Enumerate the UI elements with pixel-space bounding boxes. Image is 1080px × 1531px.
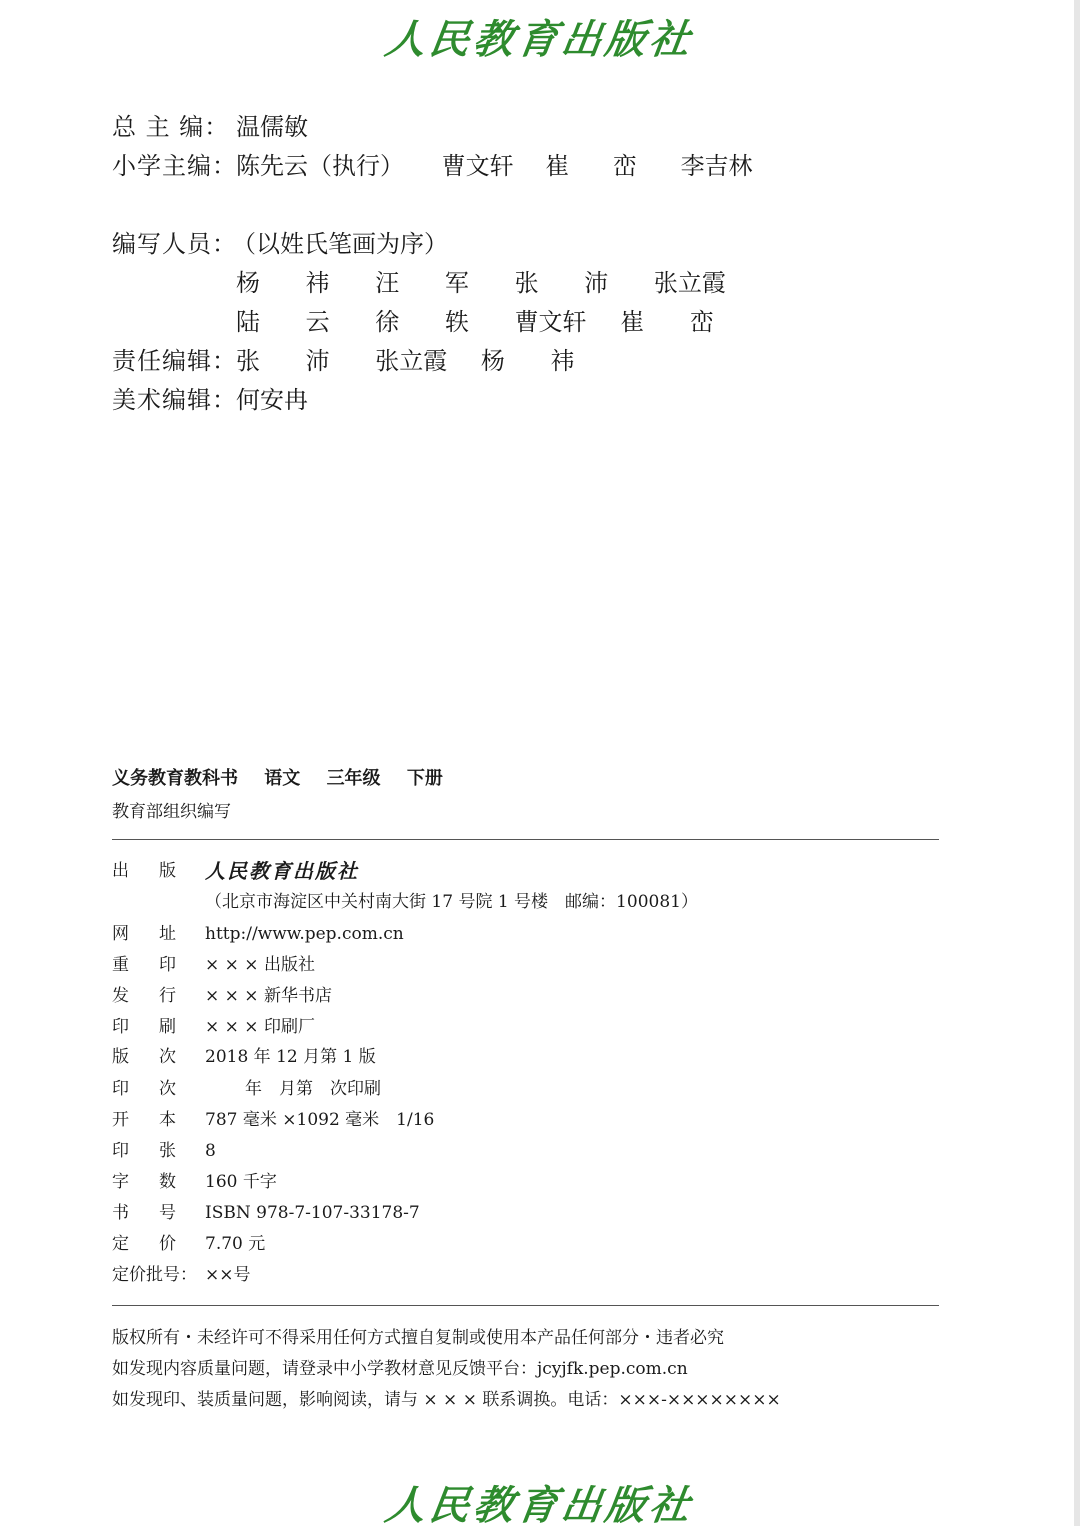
- edition-value: 2018 年 12 月第 1 版: [205, 1047, 376, 1067]
- art-editor-name: 何安冉: [236, 386, 308, 414]
- divider: [112, 839, 939, 840]
- responsible-editor-name: 张: [236, 347, 272, 375]
- content-feedback-notice: 如发现内容质量问题，请登录中小学教材意见反馈平台：jcyjfk.pep.com.cn: [112, 1359, 688, 1379]
- primary-editor-name: 陈先云（执行）: [236, 152, 404, 180]
- writer-name: 徐: [375, 308, 412, 336]
- writer-name: 汪: [375, 269, 412, 297]
- writer-name: 张立霞: [653, 269, 726, 297]
- writers-names-2: [236, 305, 752, 339]
- responsible-editor-names: [236, 344, 613, 378]
- writer-name: 祎: [305, 269, 342, 297]
- writer-name: 曹文轩: [514, 308, 587, 336]
- printing-value: × × × 印刷厂: [205, 1017, 315, 1037]
- pub-label: 印张: [112, 1141, 206, 1161]
- impression-value: 年 月第 次印刷: [245, 1079, 381, 1099]
- print-feedback-notice: 如发现印、装质量问题，影响阅读，请与 × × × 联系调换。电话：×××-××××××××: [112, 1390, 781, 1410]
- page-edge: [1074, 0, 1080, 1526]
- writer-name: 崔: [620, 308, 657, 336]
- responsible-editor-name: 沛: [305, 347, 342, 375]
- price-value: 7.70 元: [205, 1234, 266, 1254]
- primary-editor-names: [236, 149, 779, 183]
- writer-name: 峦: [689, 308, 726, 336]
- pub-label: 出版: [112, 861, 206, 881]
- writer-name: 杨: [236, 269, 272, 297]
- responsible-editor-name: 张立霞: [375, 347, 448, 375]
- pub-label: 网址: [112, 924, 206, 944]
- reprint-value: × × × 出版社: [205, 955, 315, 975]
- primary-editor-label: 小学主编：: [112, 152, 237, 180]
- responsible-editor-name: 祎: [550, 347, 587, 375]
- publisher-logo-bottom: 人民教育出版社: [382, 1482, 697, 1529]
- pub-label: 版次: [112, 1047, 206, 1067]
- copyright-notice: 版权所有・未经许可不得采用任何方式擅自复制或使用本产品任何部分・违者必究: [112, 1328, 724, 1348]
- writer-name: 沛: [584, 269, 621, 297]
- responsible-editor-label: 责任编辑：: [112, 347, 237, 375]
- pub-label: 重印: [112, 955, 206, 975]
- writer-name: 陆: [236, 308, 272, 336]
- primary-editor-name: 李吉林: [680, 152, 753, 180]
- writer-name: 云: [305, 308, 342, 336]
- book-subject: 语文: [264, 768, 301, 789]
- pub-label: 印次: [112, 1079, 206, 1099]
- word-count-value: 160 千字: [205, 1172, 277, 1192]
- publisher-logo-top: 人民教育出版社: [382, 16, 697, 63]
- chief-editor-name: 温儒敏: [236, 113, 308, 141]
- isbn-value: ISBN 978-7-107-33178-7: [205, 1203, 420, 1223]
- divider: [112, 1305, 939, 1306]
- writers-names-1: [236, 266, 752, 300]
- writer-name: 张: [514, 269, 551, 297]
- book-volume: 下册: [406, 768, 443, 789]
- pub-label: 开本: [112, 1110, 206, 1130]
- book-title: [112, 764, 463, 790]
- primary-editor-name: 峦: [612, 152, 649, 180]
- book-compiled-by: 教育部组织编写: [112, 802, 231, 822]
- website-url: http://www.pep.com.cn: [205, 924, 404, 944]
- book-grade: 三年级: [326, 768, 381, 789]
- pub-label: 发行: [112, 986, 206, 1006]
- pub-label: 定价: [112, 1234, 206, 1254]
- writer-name: 轶: [444, 308, 481, 336]
- writer-name: 军: [444, 269, 481, 297]
- writers-note: （以姓氏笔画为序）: [232, 230, 448, 258]
- publisher-address: （北京市海淀区中关村南大街 17 号院 1 号楼 邮编：100081）: [205, 892, 698, 912]
- art-editor-label: 美术编辑：: [112, 386, 237, 414]
- primary-editor-name: 曹文轩: [441, 152, 514, 180]
- pub-label: 字数: [112, 1172, 206, 1192]
- pub-label: 定价批号：: [112, 1265, 197, 1285]
- publisher-wordmark: 人民教育出版社: [205, 859, 359, 883]
- writers-label: 编写人员：: [112, 230, 237, 258]
- price-approval-value: ××号: [205, 1265, 251, 1285]
- responsible-editor-name: 杨: [480, 347, 517, 375]
- book-series: 义务教育教科书: [112, 768, 238, 789]
- pub-label: 印刷: [112, 1017, 206, 1037]
- chief-editor-label: 总 主 编：: [112, 113, 230, 141]
- primary-editor-name: 崔: [545, 152, 582, 180]
- distribution-value: × × × 新华书店: [205, 986, 332, 1006]
- pub-label: 书号: [112, 1203, 206, 1223]
- format-value: 787 毫米 ×1092 毫米 1/16: [205, 1110, 435, 1130]
- sheets-value: 8: [205, 1141, 216, 1161]
